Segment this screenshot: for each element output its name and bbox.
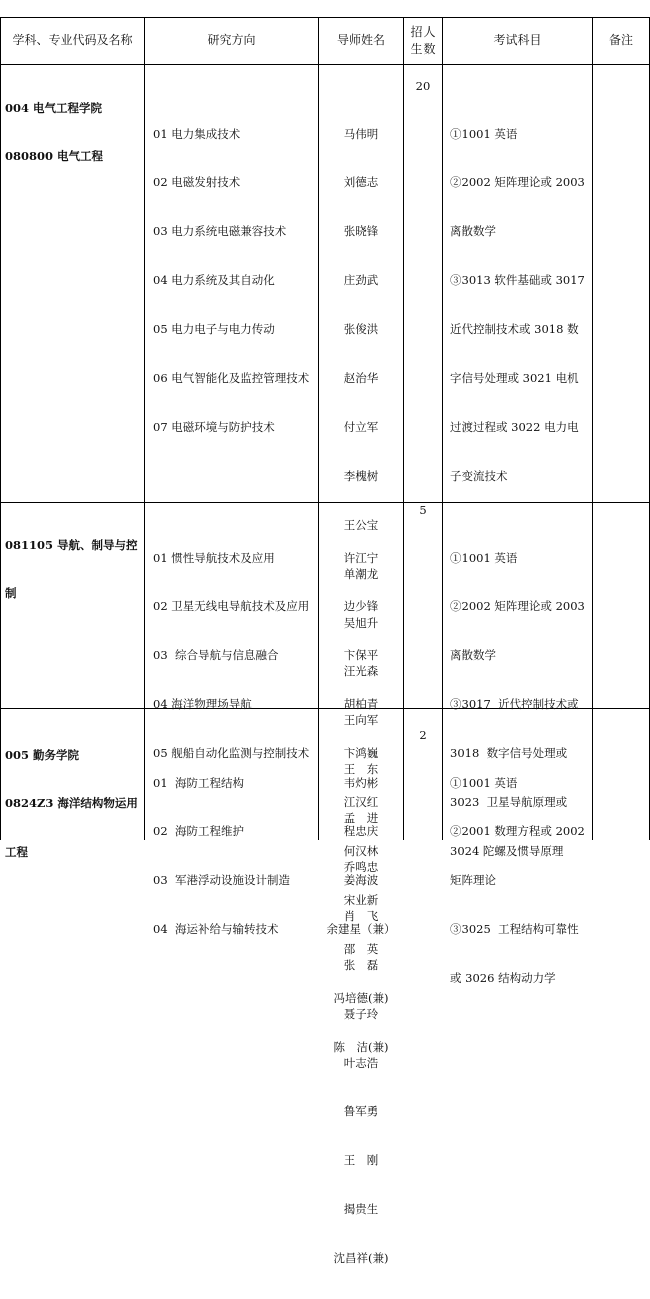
tutor-name: 肖 飞 bbox=[343, 908, 379, 923]
direction-item: 04 海洋物理场导航 bbox=[153, 697, 252, 712]
column-divider bbox=[592, 17, 593, 840]
tutor-name: 边少锋 bbox=[343, 599, 379, 614]
tutor-name: 王公宝 bbox=[343, 517, 379, 532]
tutor-name: 王向军 bbox=[343, 713, 379, 728]
tutor-name: 卞鸿巍 bbox=[343, 746, 379, 761]
exam-line: ①1001 英语 bbox=[450, 775, 518, 790]
subject-line: 005 勤务学院 bbox=[5, 747, 80, 762]
tutor-name: 冯培德(兼) bbox=[333, 990, 389, 1005]
exam-line: ③3025 工程结构可靠性 bbox=[450, 922, 579, 937]
header-tutors: 导师姓名 bbox=[336, 33, 385, 47]
tutor-name: 张俊洪 bbox=[343, 322, 379, 337]
header-enroll: 招生 人数 bbox=[410, 24, 436, 56]
header-exam: 考试科目 bbox=[493, 33, 542, 47]
tutor-name: 马伟明 bbox=[343, 126, 379, 141]
exam-line: 3018 数字信号处理或 bbox=[450, 746, 568, 761]
exam-line: 子变流技术 bbox=[450, 468, 508, 483]
tutor-name: 陈 洁(兼) bbox=[333, 1039, 389, 1054]
subject-line: 制 bbox=[5, 586, 17, 601]
subject-cell bbox=[5, 714, 141, 893]
tutor-name: 单潮龙 bbox=[343, 566, 379, 581]
tutor-name: 许江宁 bbox=[343, 550, 379, 565]
tutor-name: 聂子玲 bbox=[343, 1006, 379, 1021]
subject-line: 004 电气工程学院 bbox=[5, 100, 103, 115]
header-direction: 研究方向 bbox=[207, 33, 256, 47]
tutor-name: 叶志浩 bbox=[343, 1055, 379, 1070]
direction-item: 06 电气智能化及监控管理技术 bbox=[153, 371, 310, 386]
header-subject: 学科、专业代码及名称 bbox=[12, 33, 133, 47]
tutor-name: 邵 英 bbox=[343, 941, 379, 956]
header-remark: 备注 bbox=[608, 33, 633, 47]
direction-item: 02 电磁发射技术 bbox=[153, 175, 241, 190]
exam-line: ①1001 英语 bbox=[450, 126, 518, 141]
tutor-name: 赵治华 bbox=[343, 371, 379, 386]
direction-item: 02 海防工程维护 bbox=[153, 824, 244, 839]
tutor-name: 吴旭升 bbox=[343, 615, 379, 630]
exam-subjects bbox=[450, 93, 590, 517]
column-divider bbox=[442, 17, 443, 840]
direction-item: 07 电磁环境与防护技术 bbox=[153, 419, 275, 434]
subject-cell bbox=[5, 67, 141, 197]
direction-list bbox=[153, 742, 315, 970]
exam-line: 3024 陀螺及惯导原理 bbox=[450, 843, 564, 858]
tutor-name: 江汉红 bbox=[343, 795, 379, 810]
tutor-name: 乔鸣忠 bbox=[343, 859, 379, 874]
exam-line: 矩阵理论 bbox=[450, 873, 496, 888]
tutor-name: 王 刚 bbox=[343, 1153, 379, 1168]
tutor-list bbox=[320, 742, 402, 970]
subject-line: 081105 导航、制导与控 bbox=[5, 537, 138, 552]
column-divider bbox=[403, 17, 404, 840]
tutor-name: 韦灼彬 bbox=[343, 775, 379, 790]
exam-line: 离散数学 bbox=[450, 224, 496, 239]
direction-item: 05 舰船自动化监测与控制技术 bbox=[153, 746, 310, 761]
direction-item: 01 电力集成技术 bbox=[153, 126, 241, 141]
tutor-name: 姜海波 bbox=[343, 873, 379, 888]
column-divider bbox=[144, 17, 145, 840]
exam-line: 或 3026 结构动力学 bbox=[450, 971, 556, 986]
enroll-count: 2 bbox=[419, 728, 427, 742]
tutor-name: 汪光森 bbox=[343, 664, 379, 679]
header-divider bbox=[0, 64, 650, 65]
subject-line: 0824Z3 海洋结构物运用 bbox=[5, 796, 138, 811]
direction-list bbox=[153, 93, 315, 468]
column-divider bbox=[318, 17, 319, 840]
table-border-left bbox=[0, 17, 1, 840]
tutor-name: 孟 进 bbox=[343, 811, 379, 826]
tutor-name: 程忠庆 bbox=[343, 824, 379, 839]
direction-item: 05 电力电子与电力传动 bbox=[153, 322, 275, 337]
tutor-name: 余建星（兼） bbox=[326, 922, 396, 937]
exam-line: 近代控制技术或 3018 数 bbox=[450, 322, 579, 337]
exam-subjects bbox=[450, 742, 590, 1019]
exam-line: ②2002 矩阵理论或 2003 bbox=[450, 599, 585, 614]
direction-item: 03 军港浮动设施设计制造 bbox=[153, 873, 290, 888]
tutor-name: 李槐树 bbox=[343, 468, 379, 483]
exam-line: 离散数学 bbox=[450, 648, 496, 663]
tutor-name: 王 东 bbox=[343, 762, 379, 777]
direction-item: 01 海防工程结构 bbox=[153, 775, 244, 790]
tutor-name: 刘德志 bbox=[343, 175, 379, 190]
exam-line: ③3013 软件基础或 3017 bbox=[450, 273, 585, 288]
exam-line: 3023 卫星导航原理或 bbox=[450, 795, 568, 810]
subject-line: 工程 bbox=[5, 845, 28, 860]
exam-line: ②2001 数理方程或 2002 bbox=[450, 824, 585, 839]
enroll-count: 5 bbox=[419, 503, 427, 517]
exam-line: ③3017 近代控制技术或 bbox=[450, 697, 579, 712]
tutor-name: 卞保平 bbox=[343, 648, 379, 663]
direction-item: 03 综合导航与信息融合 bbox=[153, 648, 279, 663]
tutor-name: 胡柏青 bbox=[343, 697, 379, 712]
tutor-name: 庄劲武 bbox=[343, 273, 379, 288]
tutor-name: 张晓锋 bbox=[343, 224, 379, 239]
direction-item: 01 惯性导航技术及应用 bbox=[153, 550, 275, 565]
tutor-name: 何汉林 bbox=[343, 843, 379, 858]
direction-item: 03 电力系统电磁兼容技术 bbox=[153, 224, 287, 239]
tutor-name: 沈昌祥(兼) bbox=[333, 1251, 389, 1266]
tutor-name: 张 磊 bbox=[343, 957, 379, 972]
subject-line: 080800 电气工程 bbox=[5, 149, 104, 164]
tutor-name: 揭贵生 bbox=[343, 1202, 379, 1217]
direction-item: 04 电力系统及其自动化 bbox=[153, 273, 275, 288]
tutor-name: 宋业新 bbox=[343, 892, 379, 907]
direction-item: 02 卫星无线电导航技术及应用 bbox=[153, 599, 310, 614]
exam-line: 过渡过程或 3022 电力电 bbox=[450, 419, 579, 434]
exam-line: 字信号处理或 3021 电机 bbox=[450, 371, 579, 386]
subject-cell bbox=[5, 504, 141, 634]
tutor-name: 鲁军勇 bbox=[343, 1104, 379, 1119]
enroll-count: 20 bbox=[415, 79, 431, 93]
exam-line: ②2002 矩阵理论或 2003 bbox=[450, 175, 585, 190]
direction-item: 04 海运补给与输转技术 bbox=[153, 922, 279, 937]
exam-line: ①1001 英语 bbox=[450, 550, 518, 565]
tutor-name: 付立军 bbox=[343, 419, 379, 434]
